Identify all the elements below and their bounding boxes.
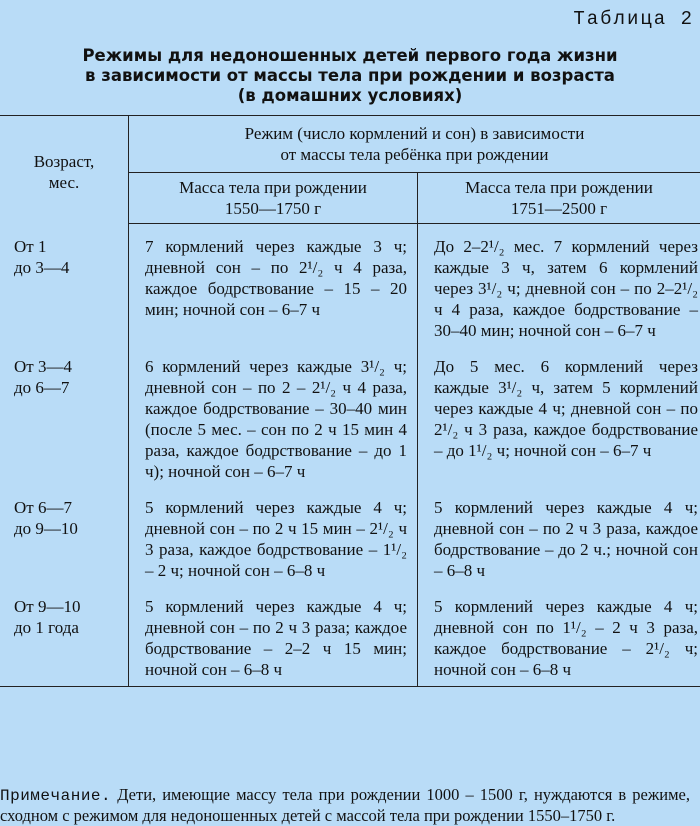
- regimen-cell: 5 кормлений через каждые 4 ч; дневной сон – по 2 ч 3 раза; каждое бодрствование – 2–2 ч 15 мин; ночной сон – 6–8 ч: [129, 589, 418, 687]
- regimen-cell: 6 кормлений через каждые 3¹/₂ ч; дневной сон – по 2 – 2¹/₂ ч 4 раза, каждое бодрствование – 30–40 мин (после 5 мес. – сон по 2 ч 15 мин 4 раза, каждое бодрствование – до 1 ч); ночной сон – 6–7 ч: [129, 349, 418, 490]
- regimen-cell: 7 кормлений через каждые 3 ч; дневной сон – по 2¹/₂ ч 4 раза, каждое бодрствование – 15 – 20 мин; ночной сон – 6–7 ч: [129, 224, 418, 350]
- regimen-cell: До 5 мес. 6 кормлений через каждые 3¹/₂ ч, затем 5 кормлений через каждые 4 ч; дневной сон – по 2¹/₂ ч 3 раза, каждое бодрствование – до 1¹/₂ ч; ночной сон – 6–7 ч: [418, 349, 700, 490]
- note-text: Дети, имеющие массу тела при рождении 1000 – 1500 г, нуждаются в режиме, сходном с режимом для недоношенных детей с массой тела при рождении 1550–1750 г.: [0, 785, 690, 825]
- note-label: Примечание.: [0, 787, 111, 805]
- table-number: Таблица 2: [573, 8, 694, 30]
- table-row: [0, 589, 700, 687]
- age-cell: От 1 до 3—4: [0, 224, 129, 350]
- regimen-cell: 5 кормлений через каждые 4 ч; дневной сон – по 2 ч 15 мин – 2¹/₂ ч 3 раза, каждое бодрствование – 1¹/₂ – 2 ч; ночной сон – 6–8 ч: [129, 490, 418, 589]
- regimen-cell: До 2–2¹/₂ мес. 7 кормлений через каждые 3 ч, затем 6 кормлений через 3¹/₂ ч; дневной сон – по 2–2¹/₂ ч 4 раза, каждое бодрствование – 30–40 мин; ночной сон – 6–7 ч: [418, 224, 700, 350]
- regimen-table: [0, 115, 700, 687]
- age-cell: От 6—7 до 9—10: [0, 490, 129, 589]
- title-line: (в домашних условиях): [0, 86, 700, 106]
- table-title: [0, 46, 700, 106]
- regimen-cell: 5 кормлений через каждые 4 ч; дневной сон – по 2 ч 3 раза, каждое бодрствование – до 2 ч.; ночной сон – 6–8 ч: [418, 490, 700, 589]
- table-row: [0, 349, 700, 490]
- age-cell: От 9—10 до 1 года: [0, 589, 129, 687]
- table-row: [0, 490, 700, 589]
- age-cell: От 3—4 до 6—7: [0, 349, 129, 490]
- title-line: Режимы для недоношенных детей первого года жизни: [0, 46, 700, 66]
- regimen-cell: 5 кормлений через каждые 4 ч; дневной сон по 1¹/₂ – 2 ч 3 раза, каждое бодрствование – 2¹/₂ ч; ночной сон – 6–8 ч: [418, 589, 700, 687]
- table-note: [0, 785, 690, 826]
- table-row: [0, 224, 700, 350]
- header-mass-1550-1750: Масса тела при рождении 1550—1750 г: [129, 173, 418, 224]
- header-mode: Режим (число кормлений и сон) в зависимости от массы тела ребёнка при рождении: [129, 116, 700, 173]
- header-age: Возраст, мес.: [0, 116, 129, 224]
- title-line: в зависимости от массы тела при рождении и возраста: [0, 66, 700, 86]
- header-mass-1751-2500: Масса тела при рождении 1751—2500 г: [418, 173, 700, 224]
